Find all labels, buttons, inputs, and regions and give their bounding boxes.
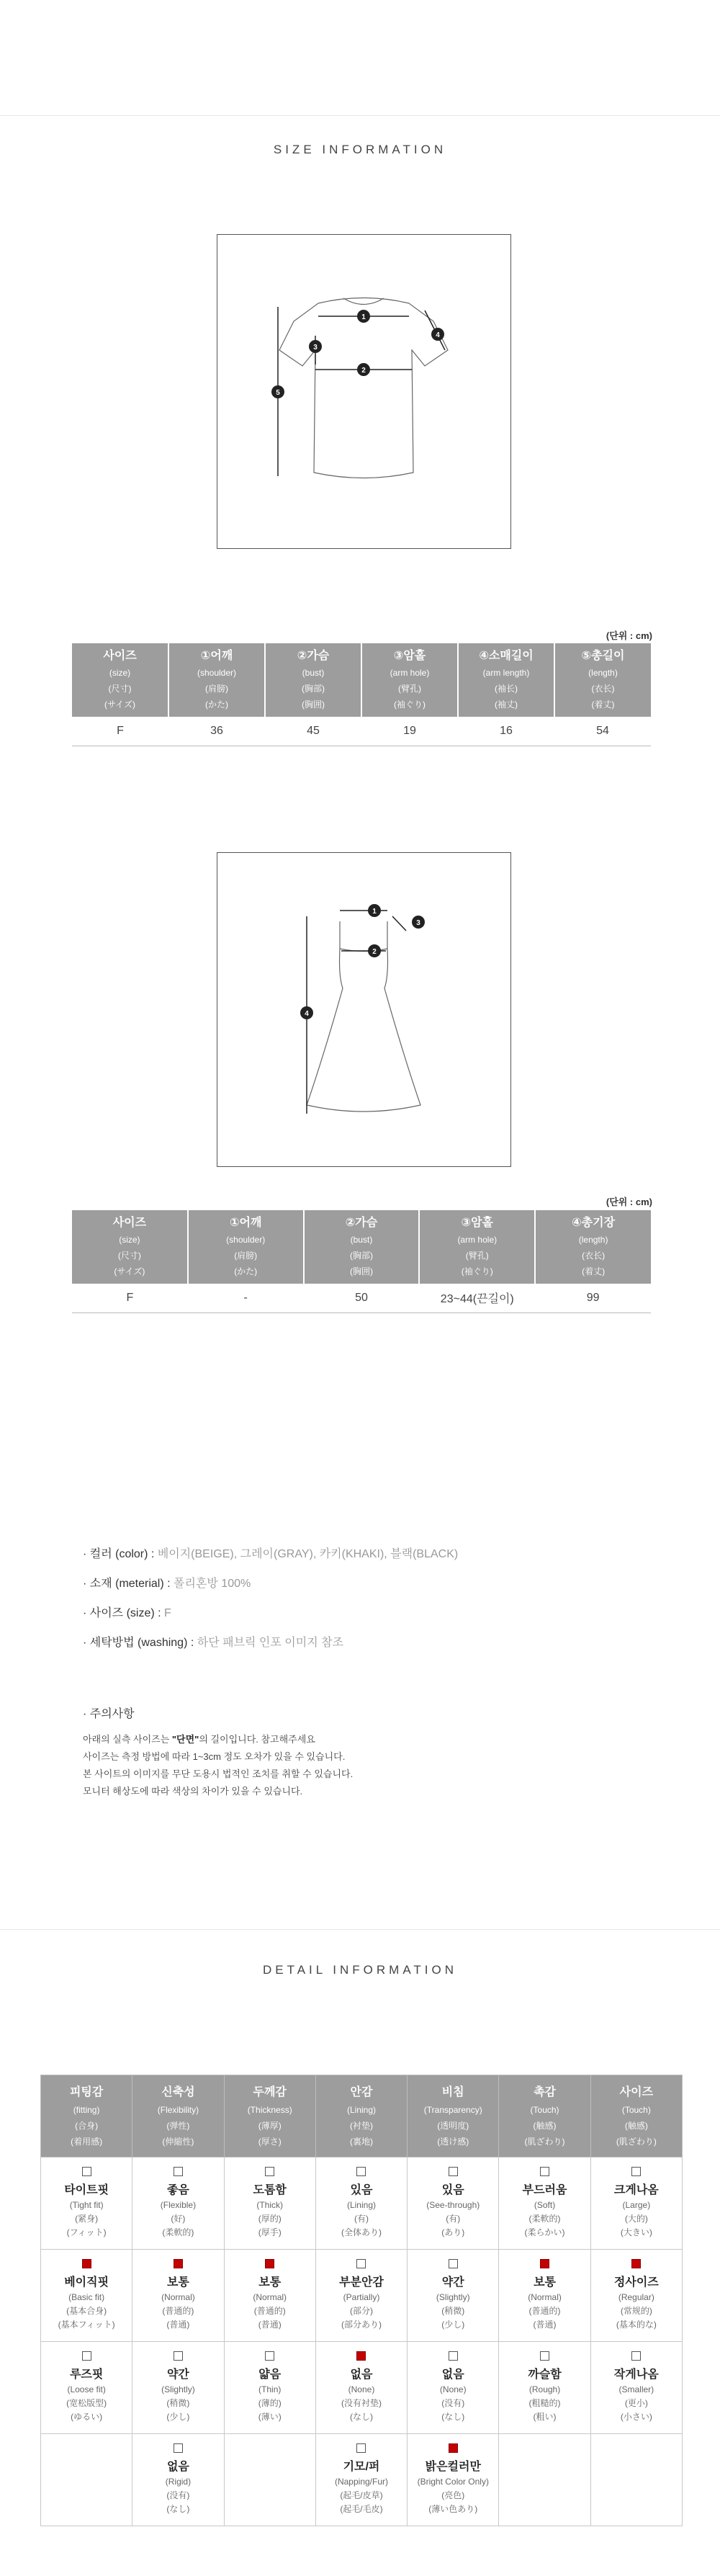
- detail-cell: [590, 2434, 682, 2526]
- table-row: [41, 2157, 683, 2250]
- option-label: 보통: [534, 2276, 556, 2289]
- info-size: · 사이즈 (size) : F: [83, 1607, 171, 1619]
- detail-header-touch: 촉감 (Touch) (触感) (肌ざわり): [499, 2075, 590, 2157]
- option-sublabel: (柔らかい): [524, 2227, 565, 2237]
- option-label: 타이트핏: [64, 2184, 109, 2196]
- option-label: 정사이즈: [613, 2276, 659, 2289]
- checkbox-checked-icon: [265, 2259, 274, 2268]
- detail-header-flexibility: 신축성 (Flexibility) (弹性) (伸縮性): [132, 2075, 224, 2157]
- option-sublabel: (Normal): [161, 2292, 195, 2302]
- size-info-title: SIZE INFORMATION: [273, 143, 447, 156]
- option-sublabel: (Flexible): [160, 2200, 197, 2210]
- option-label: 없음: [441, 2369, 464, 2381]
- header-length: ⑤총길이 (length) (衣长) (着丈): [554, 643, 651, 717]
- detail-cell: [499, 2434, 590, 2526]
- detail-cell: [499, 2342, 590, 2434]
- option-sublabel: (基本フィット): [58, 2320, 115, 2330]
- checkbox-checked-icon: [82, 2259, 91, 2268]
- option-sublabel: (普通): [533, 2320, 557, 2330]
- detail-cell: [224, 2250, 315, 2342]
- option-sublabel: (普通的): [253, 2306, 286, 2316]
- option-sublabel: (厚手): [258, 2227, 282, 2237]
- option-sublabel: (部分あり): [341, 2320, 382, 2330]
- option-sublabel: (Rough): [528, 2384, 561, 2394]
- detail-cell: [132, 2157, 224, 2250]
- option-sublabel: (フィット): [66, 2227, 107, 2237]
- option-sublabel: (小さい): [620, 2412, 652, 2422]
- option-sublabel: (柔軟的): [162, 2227, 194, 2237]
- checkbox-checked-icon: [540, 2259, 549, 2268]
- detail-cell: [41, 2434, 132, 2526]
- option-sublabel: (大的): [624, 2214, 648, 2224]
- top-garment-diagram: [217, 234, 511, 549]
- option-sublabel: (有): [446, 2214, 461, 2224]
- marker-5-label: 5: [276, 389, 280, 397]
- detail-cell: [132, 2434, 224, 2526]
- option-sublabel: (基本合身): [66, 2306, 107, 2316]
- option-sublabel: (Large): [622, 2200, 651, 2210]
- info-color: · 컬러 (color) : 베이지(BEIGE), 그레이(GRAY), 카키(KHAKI), 블랙(BLACK): [83, 1548, 459, 1560]
- notice-line-3: 본 사이트의 이미지를 무단 도용시 법적인 조치를 취할 수 있습니다.: [83, 1768, 354, 1779]
- option-sublabel: (普通的): [162, 2306, 194, 2316]
- table-row: [72, 1284, 651, 1312]
- option-label: 얇음: [258, 2369, 282, 2381]
- option-label: 밝은컬러만: [425, 2461, 481, 2473]
- option-label: 베이직핏: [64, 2276, 109, 2289]
- option-sublabel: (全体あり): [341, 2227, 382, 2237]
- info-material: · 소재 (meterial) : 폴리혼방 100%: [83, 1578, 251, 1590]
- detail-header-fitting: 피팅감 (fitting) (合身) (着用感): [41, 2075, 132, 2157]
- option-sublabel: (厚的): [258, 2214, 282, 2224]
- dress-diagram: [217, 852, 511, 1167]
- option-sublabel: (なし): [166, 2504, 190, 2514]
- cell-length: 54: [554, 717, 651, 746]
- detail-cell: [315, 2342, 407, 2434]
- option-sublabel: (Bright Color Only): [417, 2477, 489, 2487]
- detail-cell: [315, 2434, 407, 2526]
- checkbox-empty-icon: [265, 2351, 274, 2361]
- option-label: 까슬함: [528, 2369, 562, 2381]
- cell-shoulder: 36: [168, 717, 265, 746]
- detail-cell: [41, 2250, 132, 2342]
- checkbox-empty-icon: [449, 2167, 458, 2176]
- table-header-row: [72, 643, 651, 717]
- checkbox-empty-icon: [540, 2351, 549, 2361]
- detail-header-transparency: 비침 (Transparency) (透明度) (透け感): [408, 2075, 499, 2157]
- detail-cell: [590, 2250, 682, 2342]
- option-sublabel: (没有): [441, 2398, 465, 2408]
- detail-cell: [132, 2342, 224, 2434]
- top-divider: [0, 115, 720, 116]
- checkbox-checked-icon: [449, 2443, 458, 2453]
- option-sublabel: (Thick): [256, 2200, 284, 2210]
- option-label: 부분안감: [339, 2276, 384, 2289]
- detail-info-title: DETAIL INFORMATION: [262, 1963, 458, 1977]
- detail-cell: [408, 2157, 499, 2250]
- header-bust: ②가슴 (bust) (胸部) (胸囲): [304, 1210, 420, 1284]
- option-sublabel: (有): [354, 2214, 369, 2224]
- detail-cell: [499, 2157, 590, 2250]
- option-sublabel: (Napping/Fur): [334, 2477, 388, 2487]
- checkbox-empty-icon: [174, 2443, 183, 2453]
- option-label: 루즈핏: [69, 2369, 104, 2381]
- cell-armhole: 23~44(끈길이): [419, 1284, 535, 1312]
- notice-line-1: 아래의 실측 사이즈는 "단면"의 길이입니다. 참고해주세요: [83, 1734, 315, 1745]
- option-sublabel: (ゆるい): [71, 2412, 103, 2422]
- cell-total-length: 99: [535, 1284, 651, 1312]
- option-sublabel: (起毛/皮草): [340, 2490, 383, 2500]
- header-armhole: ③암홀 (arm hole) (臂孔) (袖ぐり): [361, 643, 458, 717]
- table-header-row: [72, 1210, 651, 1284]
- notice-block: [83, 1704, 630, 1800]
- checkbox-empty-icon: [356, 2167, 366, 2176]
- info-washing: · 세탁방법 (washing) : 하단 패브릭 인포 이미지 참조: [83, 1637, 344, 1649]
- checkbox-empty-icon: [449, 2259, 458, 2268]
- checkbox-empty-icon: [631, 2167, 641, 2176]
- notice-title: · 주의사항: [83, 1708, 135, 1720]
- option-label: 없음: [350, 2369, 373, 2381]
- notice-line-2: 사이즈는 측정 방법에 따라 1~3cm 정도 오차가 있을 수 있습니다.: [83, 1751, 346, 1762]
- option-sublabel: (Normal): [528, 2292, 562, 2302]
- checkbox-empty-icon: [356, 2443, 366, 2453]
- option-sublabel: (Basic fit): [68, 2292, 105, 2302]
- detail-cell: [590, 2157, 682, 2250]
- option-sublabel: (Rigid): [165, 2477, 192, 2487]
- option-sublabel: (稍微): [441, 2306, 465, 2316]
- checkbox-empty-icon: [82, 2351, 91, 2361]
- table-row: [41, 2434, 683, 2526]
- option-label: 도톰함: [253, 2184, 287, 2196]
- detail-table: [40, 2075, 683, 2526]
- table-row: [41, 2250, 683, 2342]
- dress-marker-4-label: 4: [305, 1010, 309, 1018]
- option-sublabel: (起毛/毛皮): [340, 2504, 383, 2514]
- dress-size-table: [72, 1210, 651, 1313]
- table-row: [41, 2342, 683, 2434]
- cell-size: F: [72, 1284, 188, 1312]
- option-sublabel: (亮色): [441, 2490, 465, 2500]
- option-sublabel: (薄い): [258, 2412, 282, 2422]
- option-sublabel: (稍微): [166, 2398, 190, 2408]
- detail-header-thickness: 두께감 (Thickness) (薄厚) (厚さ): [224, 2075, 315, 2157]
- option-label: 기모/퍼: [343, 2461, 380, 2473]
- cell-shoulder: -: [188, 1284, 304, 1312]
- option-label: 좋음: [166, 2184, 189, 2196]
- detail-cell: [224, 2157, 315, 2250]
- option-label: 부드러움: [522, 2184, 567, 2196]
- detail-header-lining: 안감 (Lining) (衬垫) (裏地): [315, 2075, 407, 2157]
- option-label: 있음: [350, 2184, 373, 2196]
- option-sublabel: (Normal): [253, 2292, 287, 2302]
- marker-4-label: 4: [436, 331, 440, 339]
- option-sublabel: (更小): [624, 2398, 648, 2408]
- checkbox-empty-icon: [265, 2167, 274, 2176]
- option-sublabel: (薄的): [258, 2398, 282, 2408]
- detail-divider: [0, 1929, 720, 1930]
- dress-marker-3-label: 3: [416, 919, 420, 927]
- marker-1-label: 1: [361, 313, 366, 321]
- header-armhole: ③암홀 (arm hole) (臂孔) (袖ぐり): [419, 1210, 535, 1284]
- option-sublabel: (Loose fit): [67, 2384, 106, 2394]
- option-sublabel: (常规的): [620, 2306, 652, 2316]
- option-sublabel: (普通): [258, 2320, 282, 2330]
- option-sublabel: (Soft): [534, 2200, 556, 2210]
- header-shoulder: ①어깨 (shoulder) (肩膀) (かた): [188, 1210, 304, 1284]
- detail-cell: [41, 2342, 132, 2434]
- option-sublabel: (粗い): [533, 2412, 557, 2422]
- header-shoulder: ①어깨 (shoulder) (肩膀) (かた): [168, 643, 265, 717]
- checkbox-checked-icon: [631, 2259, 641, 2268]
- option-sublabel: (大きい): [620, 2227, 652, 2237]
- option-sublabel: (なし): [441, 2412, 465, 2422]
- option-sublabel: (Slightly): [436, 2292, 470, 2302]
- option-label: 보통: [166, 2276, 189, 2289]
- detail-cell: [41, 2157, 132, 2250]
- cell-arm-length: 16: [458, 717, 554, 746]
- cell-size: F: [72, 717, 168, 746]
- option-sublabel: (少し): [166, 2412, 190, 2422]
- option-sublabel: (Regular): [618, 2292, 654, 2302]
- option-sublabel: (部分): [349, 2306, 373, 2316]
- checkbox-empty-icon: [631, 2351, 641, 2361]
- dress-marker-1-label: 1: [372, 908, 377, 916]
- detail-cell: [315, 2157, 407, 2250]
- marker-3-label: 3: [313, 344, 318, 352]
- notice-line-4: 모니터 해상도에 따라 색상의 차이가 있을 수 있습니다.: [83, 1786, 303, 1797]
- option-sublabel: (紧身): [75, 2214, 99, 2224]
- option-label: 보통: [258, 2276, 282, 2289]
- checkbox-empty-icon: [174, 2167, 183, 2176]
- header-size: 사이즈 (size) (尺寸) (サイズ): [72, 1210, 188, 1284]
- detail-header-row: [41, 2075, 683, 2157]
- option-sublabel: (基本的な): [616, 2320, 657, 2330]
- detail-cell: [408, 2342, 499, 2434]
- option-label: 약간: [166, 2369, 189, 2381]
- option-label: 작게나옴: [613, 2369, 659, 2381]
- option-sublabel: (None): [348, 2384, 375, 2394]
- option-sublabel: (粗糙的): [528, 2398, 561, 2408]
- product-info-list: [83, 1547, 630, 1665]
- detail-cell: [408, 2434, 499, 2526]
- table-row: [72, 717, 651, 746]
- tshirt-illustration: [217, 235, 510, 548]
- dress-illustration: [217, 853, 510, 1166]
- option-sublabel: (薄い色あり): [428, 2504, 478, 2514]
- option-sublabel: (Lining): [346, 2200, 376, 2210]
- option-sublabel: (Slightly): [161, 2384, 195, 2394]
- cell-bust: 45: [265, 717, 361, 746]
- detail-cell: [499, 2250, 590, 2342]
- option-sublabel: (宽松版型): [66, 2398, 107, 2408]
- option-sublabel: (なし): [349, 2412, 373, 2422]
- option-sublabel: (普通): [166, 2320, 190, 2330]
- option-label: 있음: [441, 2184, 464, 2196]
- checkbox-checked-icon: [174, 2259, 183, 2268]
- top-unit-label: (단위 : cm): [606, 630, 652, 641]
- option-sublabel: (Thin): [258, 2384, 282, 2394]
- detail-cell: [315, 2250, 407, 2342]
- detail-header-size: 사이즈 (Touch) (触感) (肌ざわり): [590, 2075, 682, 2157]
- checkbox-checked-icon: [356, 2351, 366, 2361]
- option-sublabel: (好): [171, 2214, 186, 2224]
- cell-bust: 50: [304, 1284, 420, 1312]
- detail-cell: [224, 2342, 315, 2434]
- option-sublabel: (None): [439, 2384, 467, 2394]
- option-sublabel: (See-through): [426, 2200, 480, 2210]
- header-total-length: ④총기장 (length) (衣长) (着丈): [535, 1210, 651, 1284]
- option-sublabel: (柔軟的): [528, 2214, 561, 2224]
- checkbox-empty-icon: [540, 2167, 549, 2176]
- option-label: 크게나옴: [613, 2184, 659, 2196]
- cell-armhole: 19: [361, 717, 458, 746]
- dress-unit-label: (단위 : cm): [606, 1197, 652, 1207]
- option-sublabel: (少し): [441, 2320, 465, 2330]
- marker-2-label: 2: [361, 367, 366, 375]
- option-label: 약간: [441, 2276, 464, 2289]
- header-bust: ②가슴 (bust) (胸部) (胸囲): [265, 643, 361, 717]
- option-label: 없음: [166, 2461, 189, 2473]
- detail-cell: [408, 2250, 499, 2342]
- header-size: 사이즈 (size) (尺寸) (サイズ): [72, 643, 168, 717]
- detail-cell: [590, 2342, 682, 2434]
- checkbox-empty-icon: [82, 2167, 91, 2176]
- option-sublabel: (没有衬垫): [341, 2398, 382, 2408]
- option-sublabel: (没有): [166, 2490, 190, 2500]
- option-sublabel: (Smaller): [618, 2384, 654, 2394]
- option-sublabel: (普通的): [528, 2306, 561, 2316]
- checkbox-empty-icon: [449, 2351, 458, 2361]
- detail-cell: [132, 2250, 224, 2342]
- checkbox-empty-icon: [356, 2259, 366, 2268]
- checkbox-empty-icon: [174, 2351, 183, 2361]
- header-arm-length: ④소매길이 (arm length) (袖长) (袖丈): [458, 643, 554, 717]
- option-sublabel: (Partially): [343, 2292, 380, 2302]
- option-sublabel: (あり): [441, 2227, 465, 2237]
- option-sublabel: (Tight fit): [69, 2200, 104, 2210]
- dress-marker-2-label: 2: [372, 948, 377, 956]
- detail-cell: [224, 2434, 315, 2526]
- top-size-table: [72, 643, 651, 746]
